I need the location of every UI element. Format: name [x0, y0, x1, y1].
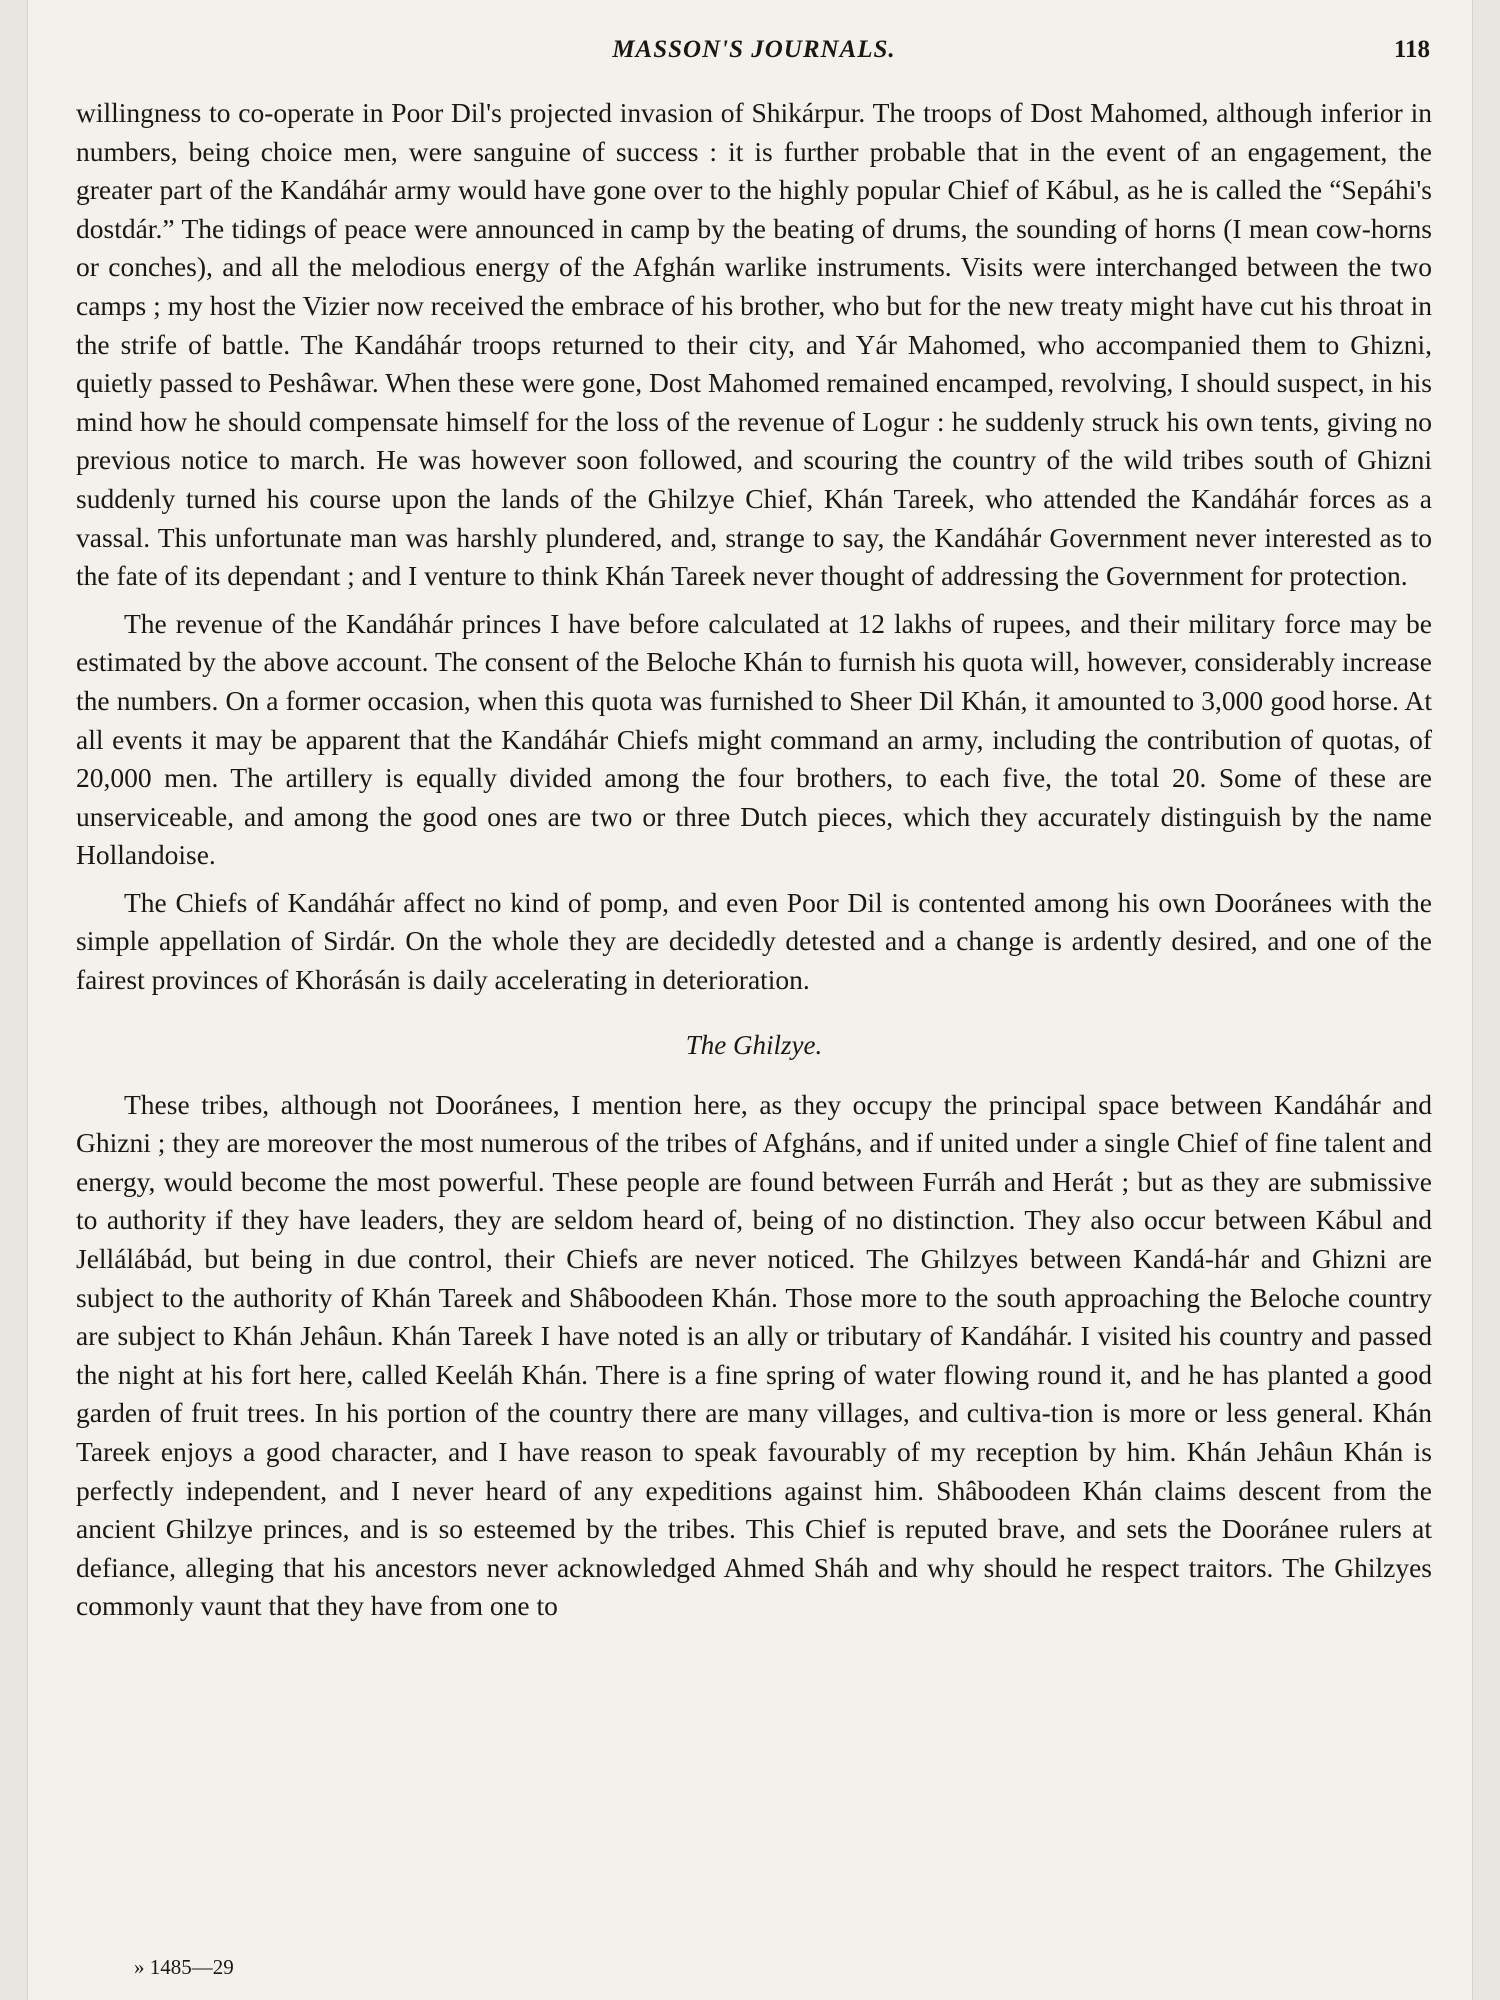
signature-mark: » 1485—29	[134, 1955, 234, 1979]
page-number: 118	[1393, 36, 1430, 63]
journal-page	[28, 0, 1472, 2000]
running-head	[78, 30, 1430, 70]
section-heading: The Ghilzye.	[685, 1029, 823, 1060]
paragraph-continuation: willingness to co-operate in Poor Dil's projected invasion of Shikárpur. The troops of Dost Mahomed, although inferior in numbers, being choice men, were sanguine of success : it is further probable that in the event of an engagement, the greater part of the Kandáhár army would have gone over to the highly popular Chief of Kábul, as he is called the “Sepáhi's dostdár.” The tidings of peace were announced in camp by the beating of drums, the sounding of horns (I mean cow-horns or conches), and all the melodious energy of the Afghán warlike instruments. Visits were interchanged between the two camps ; my host the Vizier now received the embrace of his brother, who but for the new treaty might have cut his throat in the strife of battle. The Kandáhár troops returned to their city, and Yár Mahomed, who accompanied them to Ghizni, quietly passed to Peshâwar. When these were gone, Dost Mahomed remained encamped, revolving, I should suspect, in his mind how he should compensate himself for the loss of the revenue of Logur : he suddenly struck his own tents, giving no previous notice to march. He was however soon followed, and scouring the country of the wild tribes south of Ghizni suddenly turned his course upon the lands of the Ghilzye Chief, Khán Tareek, who attended the Kandáhár forces as a vassal. This unfortunate man was harshly plundered, and, strange to say, the Kandáhár Government never interested as to the fate of its dependant ; and I venture to think Khán Tareek never thought of addressing the Government for protection.	[76, 97, 1432, 592]
body-text	[76, 94, 1432, 1626]
paragraph-chiefs: The Chiefs of Kandáhár affect no kind of pomp, and even Poor Dil is contented among his own Dooránees with the simple appellation of Sirdár. On the whole they are decidedly detested and a change is ardently desired, and one of the fairest provinces of Khorásán is daily accelerating in deterioration.	[76, 886, 1432, 996]
running-title: MASSON'S JOURNALS.	[612, 36, 896, 63]
paragraph-ghilzye: These tribes, although not Dooránees, I mention here, as they occupy the principal space between Kandáhár and Ghizni ; they are moreover the most numerous of the tribes of Afgháns, and if united under a single Chief of fine talent and energy, would become the most powerful. These people are found between Furráh and Herát ; but as they are submissive to authority if they have leaders, they are seldom heard of, being of no distinction. They also occur between Kábul and Jellálábád, but being in due control, their Chiefs are never noticed. The Ghilzyes between Kandá-hár and Ghizni are subject to the authority of Khán Tareek and Shâboodeen Khán. Those more to the south approaching the Beloche country are subject to Khán Jehâun. Khán Tareek I have noted is an ally or tributary of Kandáhár. I visited his country and passed the night at his fort here, called Keeláh Khán. There is a fine spring of water flowing round it, and he has planted a good garden of fruit trees. In his portion of the country there are many villages, and cultiva-tion is more or less general. Khán Tareek enjoys a good character, and I have reason to speak favourably of my reception by him. Khán Jehâun Khán is perfectly independent, and I never heard of any expeditions against him. Shâboodeen Khán claims descent from the ancient Ghilzye princes, and is so esteemed by the tribes. This Chief is reputed brave, and sets the Dooránee rulers at defiance, alleging that his ancestors never acknowledged Ahmed Sháh and why should he respect traitors. The Ghilzyes commonly vaunt that they have from one to	[76, 1088, 1432, 1622]
paragraph-revenue: The revenue of the Kandáhár princes I have before calculated at 12 lakhs of rupees, and their military force may be estimated by the above account. The consent of the Beloche Khán to furnish his quota will, however, considerably increase the numbers. On a former occasion, when this quota was furnished to Sheer Dil Khán, it amounted to 3,000 good horse. At all events it may be apparent that the Kandáhár Chiefs might command an army, including the contribution of quotas, of 20,000 men. The artillery is equally divided among the four brothers, to each five, the total 20. Some of these are unserviceable, and among the good ones are two or three Dutch pieces, which they accurately distinguish by the name Hollandoise.	[76, 607, 1432, 871]
